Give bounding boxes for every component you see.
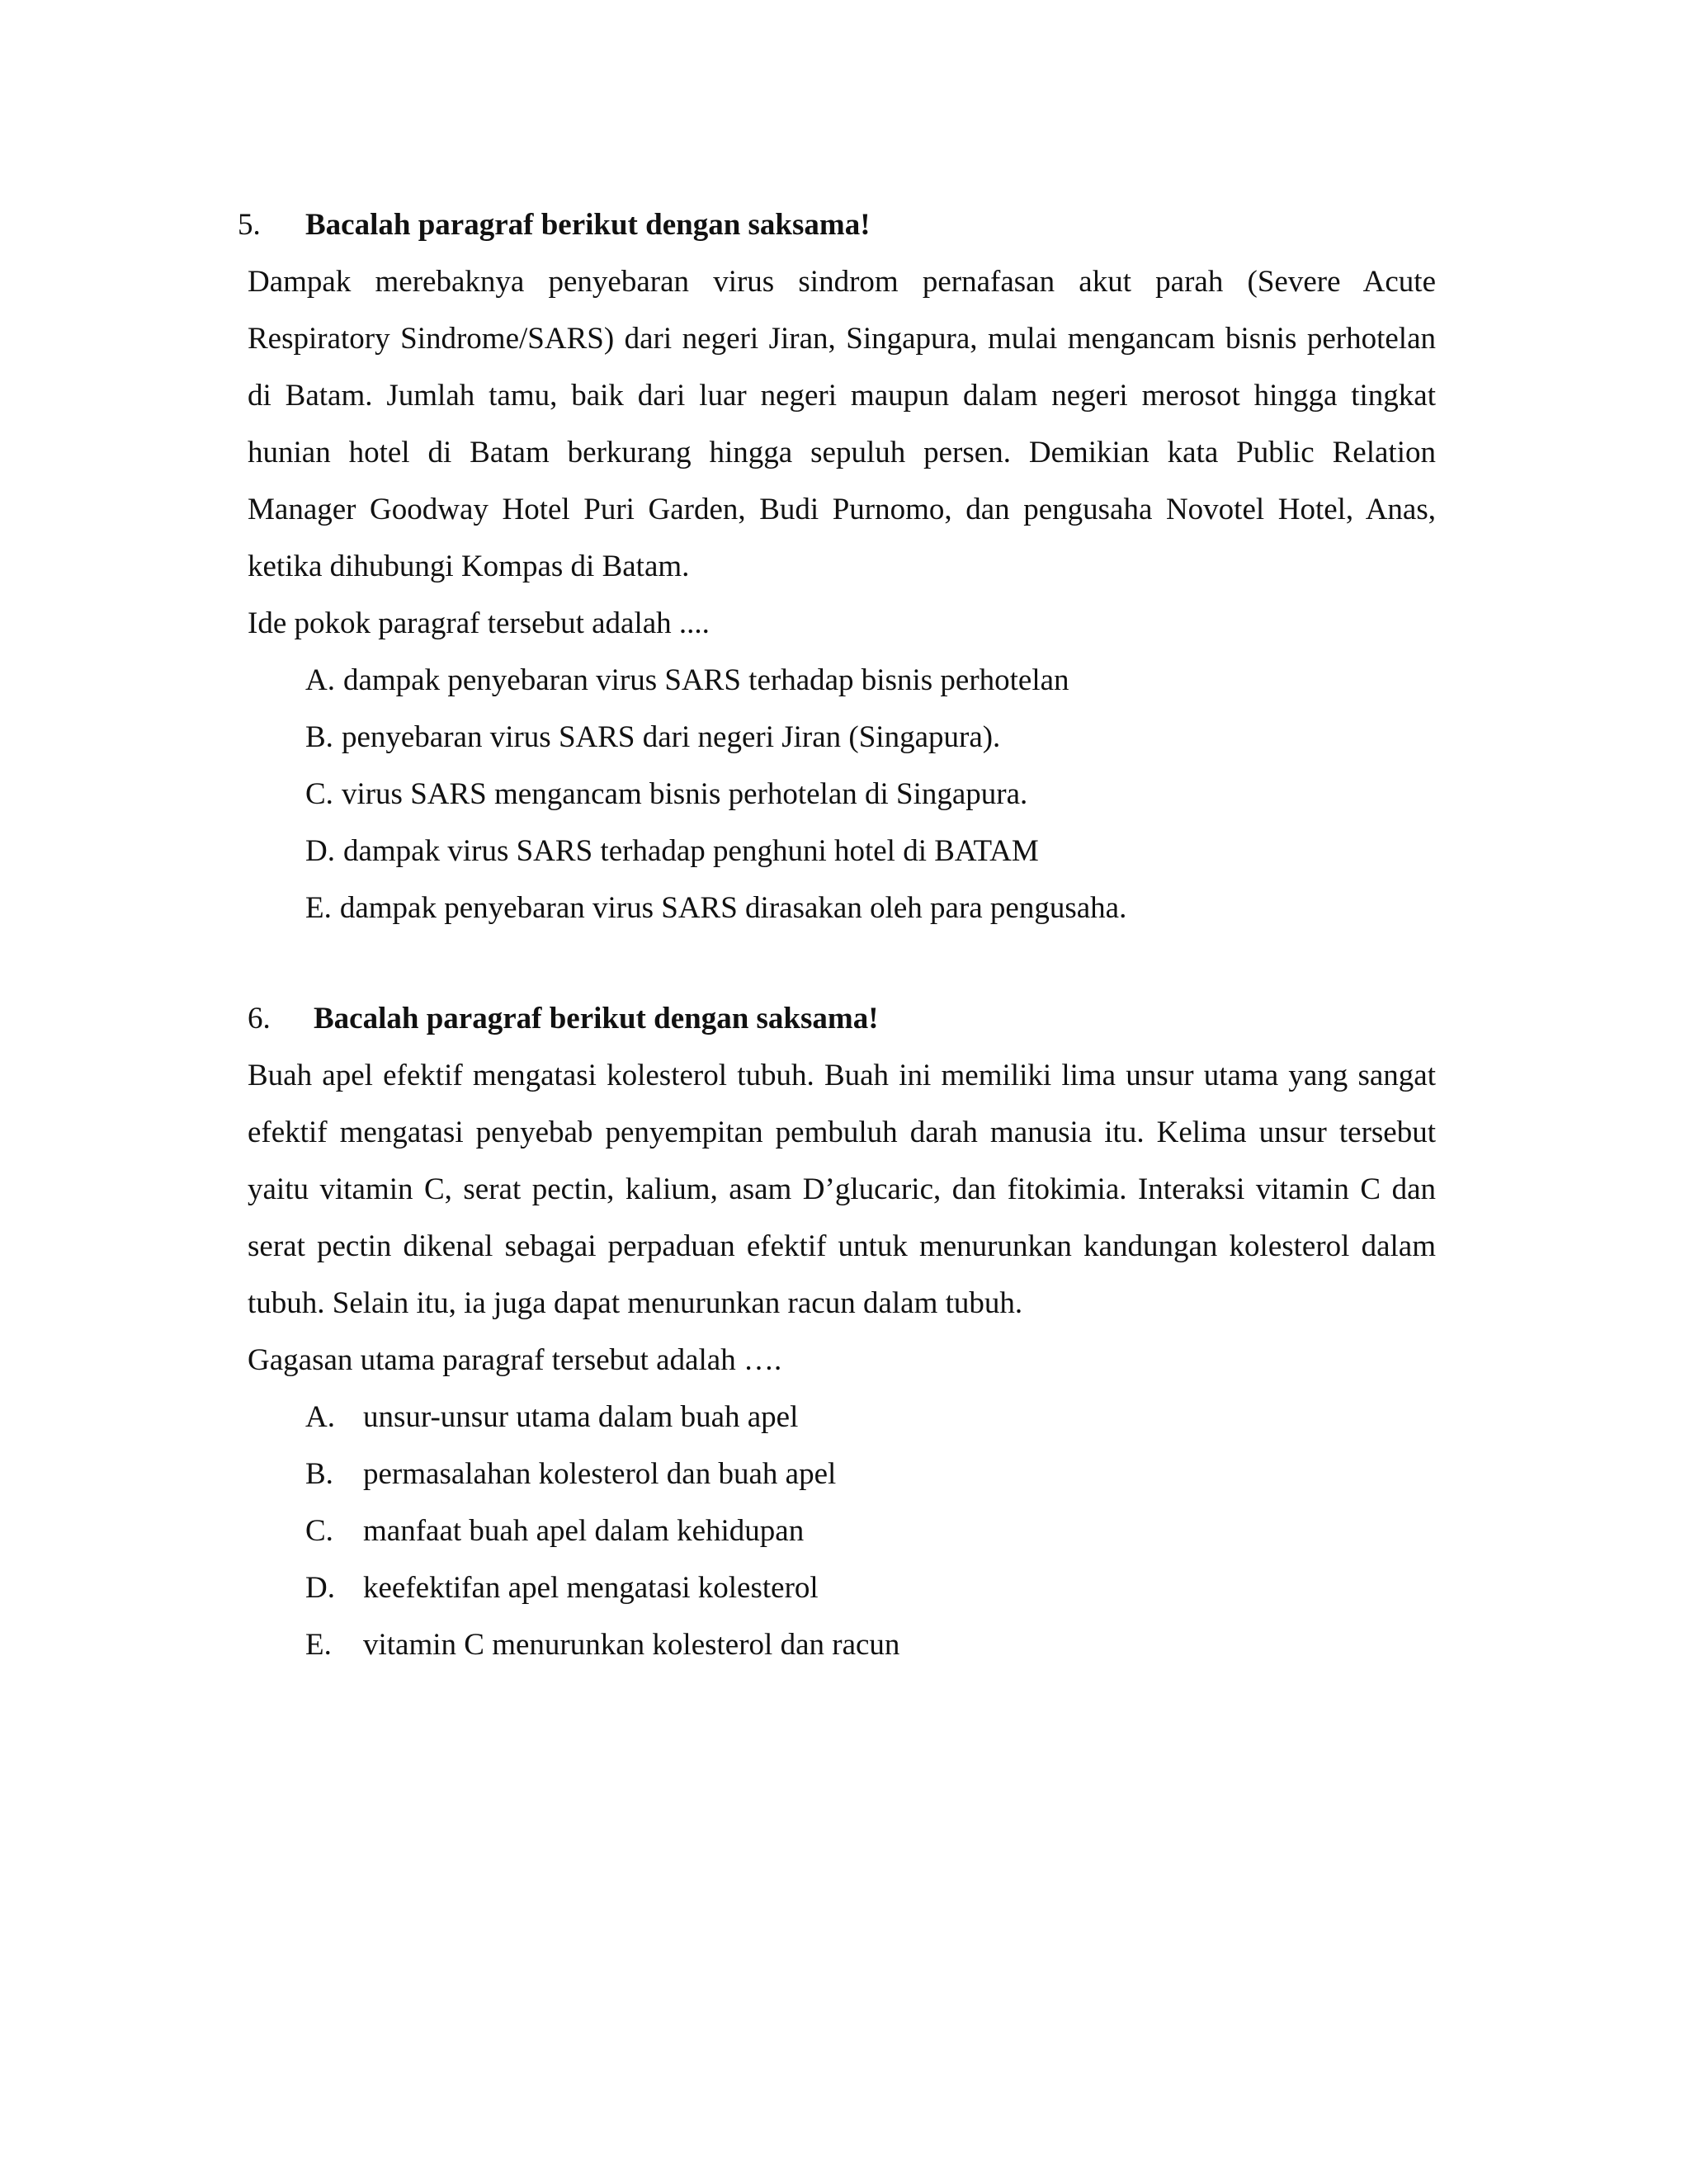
option-text: penyebaran virus SARS dari negeri Jiran (Singapura). <box>341 720 1001 754</box>
option-letter: D. <box>305 834 335 868</box>
option-text: dampak virus SARS terhadap penghuni hotel di BATAM <box>342 834 1039 868</box>
question-number: 5. <box>238 208 261 242</box>
reading-paragraph: Buah apel efektif mengatasi kolesterol tubuh. Buah ini memiliki lima unsur utama yang sangat efektif mengatasi penyebab penyempitan pembuluh darah manusia itu. Kelima unsur tersebut yaitu vitamin C, serat pectin, kalium, asam D’glucaric, dan fitokimia. Interaksi vitamin C dan serat pectin dikenal sebagai perpaduan efektif untuk menurunkan kandungan kolesterol dalam tubuh. Selain itu, ia juga dapat menurunkan racun dalam tubuh. <box>248 1059 1436 1320</box>
question-prompt: Gagasan utama paragraf tersebut adalah …. <box>248 1343 782 1377</box>
option-text: vitamin C menurunkan kolesterol dan racun <box>363 1628 900 1662</box>
answer-option-b <box>305 709 1436 766</box>
option-letter: A. <box>305 1400 335 1434</box>
question-prompt: Ide pokok paragraf tersebut adalah .... <box>248 606 710 640</box>
option-letter: D. <box>305 1571 335 1605</box>
option-text: unsur-unsur utama dalam buah apel <box>363 1400 799 1434</box>
answer-option-b <box>305 1446 1436 1502</box>
question-header <box>238 196 1436 253</box>
question-number: 6. <box>248 1002 271 1035</box>
option-letter: A. <box>305 663 335 697</box>
answer-option-c <box>305 1502 1436 1559</box>
option-text: virus SARS mengancam bisnis perhotelan di Singapura. <box>341 777 1028 811</box>
answer-option-e <box>305 880 1436 936</box>
option-letter: C. <box>305 1514 333 1548</box>
answer-options <box>248 1389 1436 1673</box>
question-header <box>248 990 1436 1047</box>
answer-option-d <box>305 1559 1436 1616</box>
option-text: manfaat buah apel dalam kehidupan <box>363 1514 805 1548</box>
answer-option-e <box>305 1616 1436 1673</box>
reading-paragraph: Dampak merebaknya penyebaran virus sindrom pernafasan akut parah (Severe Acute Respiratory Sindrome/SARS) dari negeri Jiran, Singapura, mulai mengancam bisnis perhotelan di Batam. Jumlah tamu, baik dari luar negeri maupun dalam negeri merosot hingga tingkat hunian hotel di Batam berkurang hingga sepuluh persen. Demikian kata Public Relation Manager Goodway Hotel Puri Garden, Budi Purnomo, dan pengusaha Novotel Hotel, Anas, ketika dihubungi Kompas di Batam. <box>248 265 1436 583</box>
option-text: dampak penyebaran virus SARS dirasakan oleh para pengusaha. <box>339 891 1127 925</box>
answer-option-c <box>305 766 1436 823</box>
option-letter: B. <box>305 720 333 754</box>
answer-options <box>248 652 1436 936</box>
option-letter: B. <box>305 1457 333 1491</box>
answer-option-a <box>305 652 1436 709</box>
answer-option-d <box>305 823 1436 880</box>
question-5 <box>238 196 1436 936</box>
option-letter: C. <box>305 777 333 811</box>
option-text: dampak penyebaran virus SARS terhadap bisnis perhotelan <box>342 663 1069 697</box>
question-instruction: Bacalah paragraf berikut dengan saksama! <box>314 1002 879 1035</box>
option-letter: E. <box>305 1628 332 1662</box>
option-letter: E. <box>305 891 332 925</box>
question-6 <box>248 990 1436 1673</box>
answer-option-a <box>305 1389 1436 1446</box>
question-instruction: Bacalah paragraf berikut dengan saksama! <box>305 208 871 242</box>
option-text: keefektifan apel mengatasi kolesterol <box>363 1571 819 1605</box>
option-text: permasalahan kolesterol dan buah apel <box>363 1457 837 1491</box>
